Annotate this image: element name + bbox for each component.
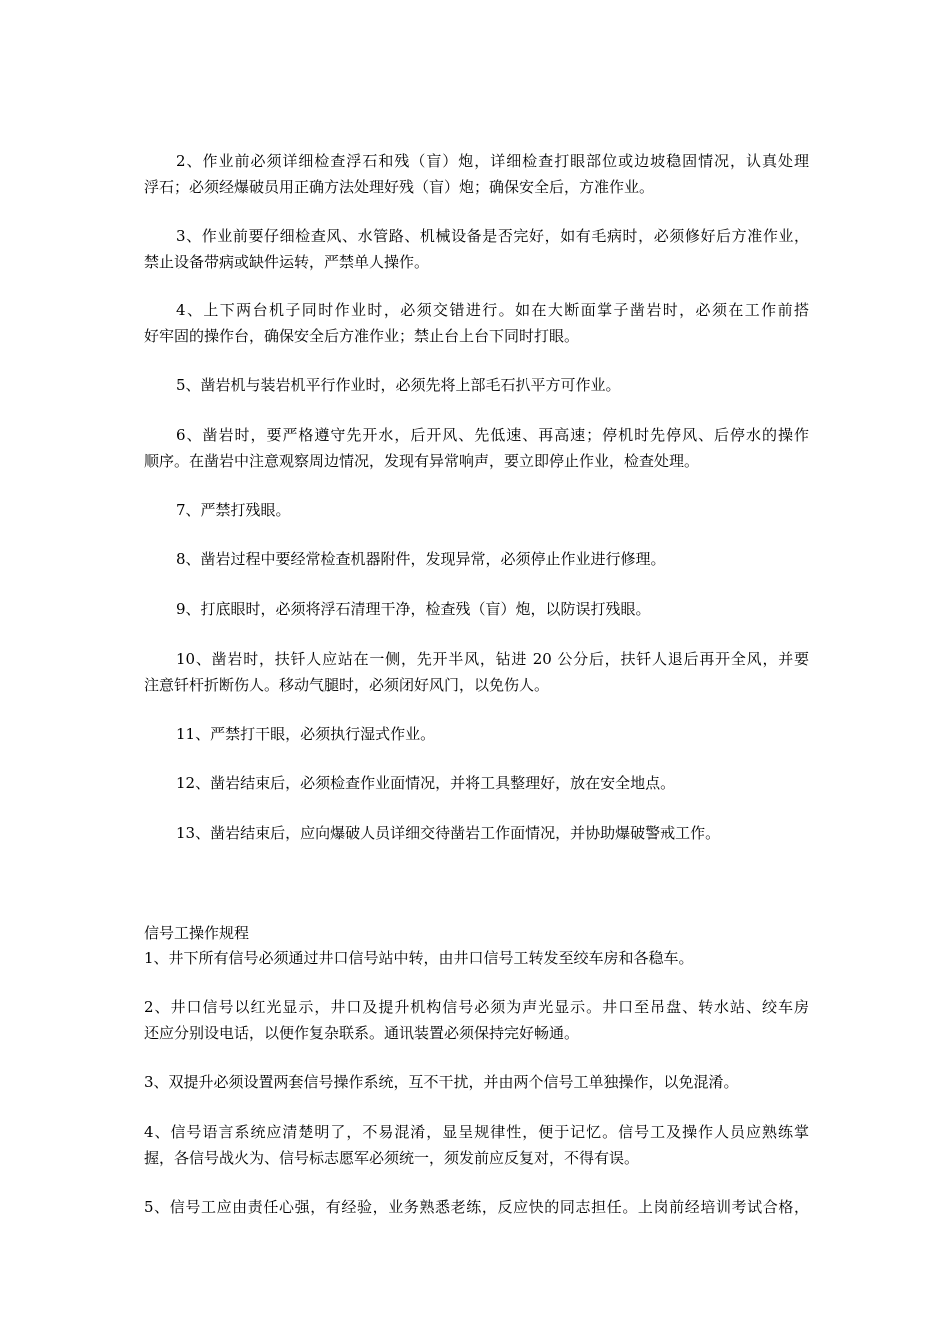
section-title: 信号工操作规程 bbox=[144, 924, 250, 942]
paragraph-10-line-2: 注意钎杆折断伤人。移动气腿时，必须闭好风门，以免伤人。 bbox=[144, 676, 550, 694]
signal-paragraph-4-line-1: 4、信号语言系统应清楚明了，不易混淆，显呈规律性，便于记忆。信号工及操作人员应熟练掌 bbox=[144, 1123, 809, 1141]
paragraph-13: 13、凿岩结束后，应向爆破人员详细交待凿岩工作面情况，并协助爆破警戒工作。 bbox=[176, 824, 721, 842]
paragraph-11: 11、严禁打干眼，必须执行湿式作业。 bbox=[176, 725, 436, 743]
signal-paragraph-5-line-1: 5、信号工应由责任心强，有经验，业务熟悉老练，反应快的同志担任。上岗前经培训考试合格， bbox=[144, 1198, 809, 1216]
paragraph-2-line-1: 2、作业前必须详细检查浮石和残（盲）炮，详细检查打眼部位或边坡稳固情况，认真处理 bbox=[176, 152, 809, 170]
paragraph-5: 5、凿岩机与装岩机平行作业时，必须先将上部毛石扒平方可作业。 bbox=[176, 376, 621, 394]
signal-paragraph-4-line-2: 握，各信号战火为、信号标志愿军必须统一，须发前应反复对，不得有误。 bbox=[144, 1149, 640, 1167]
paragraph-12: 12、凿岩结束后，必须检查作业面情况，并将工具整理好，放在安全地点。 bbox=[176, 774, 676, 792]
paragraph-10-line-1: 10、凿岩时，扶钎人应站在一侧，先开半风，钻进 20 公分后，扶钎人退后再开全风，并要 bbox=[176, 650, 809, 668]
paragraph-9: 9、打底眼时，必须将浮石清理干净，检查残（盲）炮，以防误打残眼。 bbox=[176, 600, 651, 618]
paragraph-3-line-1: 3、作业前要仔细检查风、水管路、机械设备是否完好，如有毛病时，必须修好后方准作业， bbox=[176, 227, 809, 245]
paragraph-8: 8、凿岩过程中要经常检查机器附件，发现异常，必须停止作业进行修理。 bbox=[176, 550, 666, 568]
paragraph-6-line-1: 6、凿岩时，要严格遵守先开水，后开风、先低速、再高速；停机时先停风、后停水的操作 bbox=[176, 426, 809, 444]
paragraph-7: 7、严禁打残眼。 bbox=[176, 501, 291, 519]
signal-paragraph-2-line-2: 还应分别设电话，以便作复杂联系。通讯装置必须保持完好畅通。 bbox=[144, 1024, 580, 1042]
paragraph-4-line-1: 4、上下两台机子同时作业时，必须交错进行。如在大断面掌子凿岩时，必须在工作前搭 bbox=[176, 301, 809, 319]
signal-paragraph-2-line-1: 2、井口信号以红光显示，井口及提升机构信号必须为声光显示。井口至吊盘、转水站、绞车房 bbox=[144, 998, 809, 1016]
paragraph-2-line-2: 浮石；必须经爆破员用正确方法处理好残（盲）炮；确保安全后，方准作业。 bbox=[144, 178, 655, 196]
paragraph-6-line-2: 顺序。在凿岩中注意观察周边情况，发现有异常响声，要立即停止作业，检查处理。 bbox=[144, 452, 700, 470]
paragraph-3-line-2: 禁止设备带病或缺件运转，严禁单人操作。 bbox=[144, 253, 430, 271]
paragraph-4-line-2: 好牢固的操作台，确保安全后方准作业；禁止台上台下同时打眼。 bbox=[144, 327, 580, 345]
signal-paragraph-3: 3、双提升必须设置两套信号操作系统，互不干扰，并由两个信号工单独操作，以免混淆。 bbox=[144, 1073, 739, 1091]
signal-paragraph-1: 1、井下所有信号必须通过井口信号站中转，由井口信号工转发至绞车房和各稳车。 bbox=[144, 949, 694, 967]
